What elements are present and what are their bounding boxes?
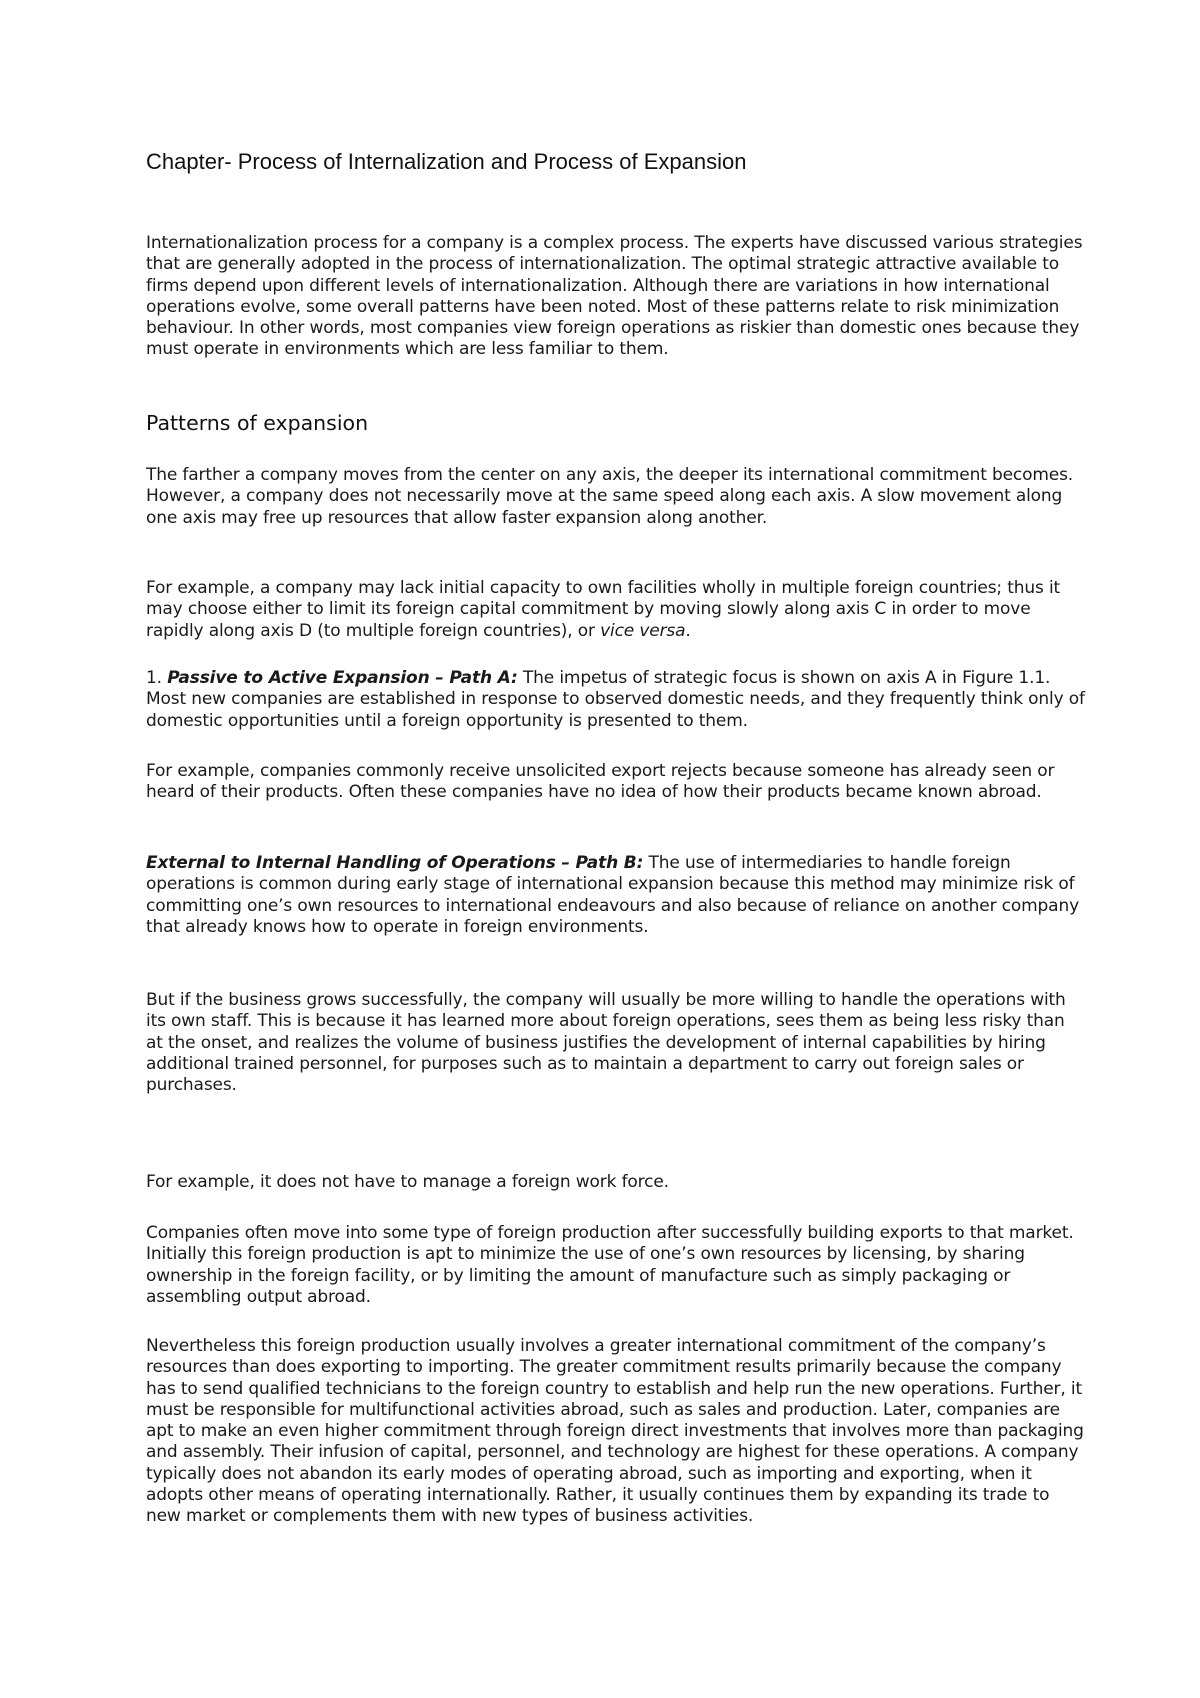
paragraph-work-force: For example, it does not have to manage a foreign work force. (146, 1172, 669, 1192)
paragraph-example-capacity (146, 578, 1086, 642)
paragraph-foreign-production: Companies often move into some type of foreign production after successfully building exports to that market. Initially this foreign production is apt to minimize the use of one’s own resources by licensing, by sharing ownership in the foreign facility, or by limiting the amount of manufacture such as simply packaging or assembling output abroad. (146, 1223, 1074, 1307)
paragraph-path-b (146, 853, 1086, 938)
paragraph-unsolicited-exports: For example, companies commonly receive unsolicited export rejects because someone has already seen or heard of their products. Often these companies have no idea of how their products became known abroad. (146, 761, 1055, 803)
document-title: Chapter- Process of Internalization and Process of Expansion (146, 149, 747, 174)
paragraph-greater-commitment: Nevertheless this foreign production usually involves a greater international commitment of the company’s resources than does exporting to importing. The greater commitment results primarily because the company has to send qualified technicians to the foreign country to establish and help run the new operations. Further, it must be responsible for multifunctional activities abroad, such as sales and production. Later, companies are apt to make an even higher commitment through foreign direct investments that involves more than packaging and assembly. Their infusion of capital, personnel, and technology are highest for these operations. A company typically does not abandon its early modes of operating abroad, such as importing and exporting, when it adopts other means of operating internationally. Rather, it usually continues them by expanding its trade to new market or complements them with new types of business activities. (146, 1336, 1084, 1527)
paragraph-business-grows: But if the business grows successfully, the company will usually be more willing to handle the operations with its own staff. This is because it has learned more about foreign operations, sees them as being less risky than at the onset, and realizes the volume of business justifies the development of internal capabilities by hiring additional trained personnel, for purposes such as to maintain a department to carry out foreign sales or purchases. (146, 990, 1066, 1096)
list-number: 1. (146, 668, 168, 688)
path-a-lead: Passive to Active Expansion – Path A: (167, 668, 518, 688)
paragraph-text: For example, a company may lack initial capacity to own facilities wholly in multiple foreign countries; thus it may choose either to limit its foreign capital commitment by moving slowly along axis C in order to move rapidly along axis D (to multiple foreign countries), or (146, 578, 1061, 641)
italic-term: vice versa (600, 620, 686, 641)
paragraph-axis-movement: The farther a company moves from the center on any axis, the deeper its international commitment becomes. However, a company does not necessarily move at the same speed along each axis. A slow movement along one axis may free up resources that allow faster expansion along another. (146, 465, 1074, 528)
intro-paragraph: Internationalization process for a company is a complex process. The experts have discussed various strategies that are generally adopted in the process of internationalization. The optimal strategic attractive available to firms depend upon different levels of internationalization. Although there are variations in how international operations evolve, some overall patterns have been noted. Most of these patterns relate to risk minimization behaviour. In other words, most companies view foreign operations as riskier than domestic ones because they must operate in environments which are less familiar to them. (146, 233, 1083, 360)
section-heading-patterns: Patterns of expansion (146, 411, 369, 435)
path-b-text: The use of intermediaries to handle foreign operations is common during early stage of international expansion because this method may minimize risk of committing one’s own resources to international endeavours and also because of reliance on another company that already knows how to operate in foreign environments. (146, 853, 1079, 937)
paragraph-path-a (146, 668, 1086, 732)
path-b-lead: External to Internal Handling of Operations – Path B: (146, 853, 644, 873)
path-a-text: The impetus of strategic focus is shown on axis A in Figure 1.1. Most new companies are established in response to observed domestic needs, and they frequently think only of domestic opportunities until a foreign opportunity is presented to them. (146, 668, 1085, 731)
paragraph-end: . (685, 620, 691, 641)
